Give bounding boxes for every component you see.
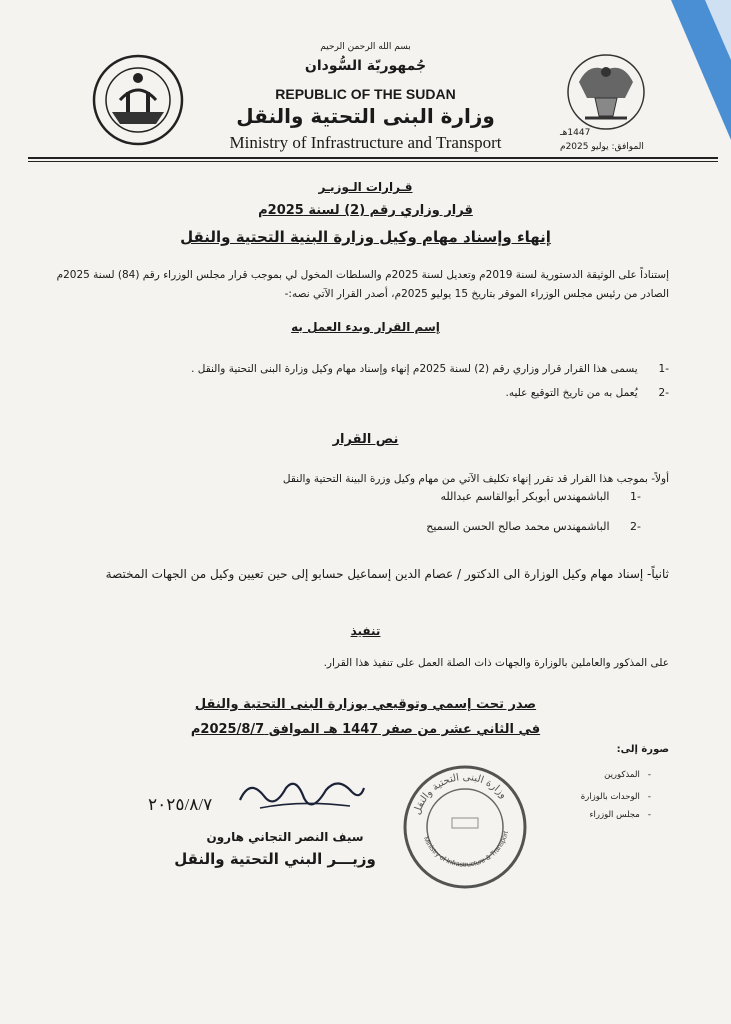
svg-text:وزارة البنى التحتية والنقل: وزارة البنى التحتية والنقل xyxy=(411,771,509,817)
article-text: يسمى هذا القرار قرار وزاري رقم (2) لسنة 2025م إنهاء وإسناد مهام وكيل وزارة البنى التحتية والنقل . xyxy=(191,363,638,375)
svg-text:Ministry of Infrastructure & T: Ministry of Infrastructure & Transport xyxy=(421,830,511,869)
preamble: إستناداً على الوثيقة الدستورية لسنة 2019م وتعديل لسنة 2025م والسلطات المخول لي بموجب قرار مجلس الوزراء رقم (84) لسنة 2025م الصادر من رئيس مجلس الوزراء الموقر بتاريخ 15 يوليو 2025م، أصدر القرار الآتي نصه:- xyxy=(56,269,669,300)
ministry-arabic: وزارة البنى التحتية والنقل xyxy=(236,104,495,128)
dismissed-name: الباشمهندس أبوبكر أبوالقاسم عبدالله xyxy=(440,490,610,503)
copy-to-label: المذكورين xyxy=(604,770,640,780)
execution-text: على المذكور والعاملين بالوزارة والجهات ذات الصلة العمل على تنفيذ هذا القرار. xyxy=(323,657,669,669)
handwritten-date: ٢٠٢٥/٨/٧ xyxy=(148,795,213,814)
clause-first: أولاً- بموجب هذا القرار قد تقرر إنهاء تكليف الآتي من مهام وكيل وزرة البينة التحتية والنقل xyxy=(282,473,669,485)
hijri-date: 1447هـ xyxy=(560,128,591,138)
copy-to-label: الوحدات بالوزارة xyxy=(580,792,640,802)
copy-to-item: - المذكورين xyxy=(604,770,651,780)
copy-to-item: - مجلس الوزراء xyxy=(589,810,651,820)
dismissed-number: -2 xyxy=(630,520,641,533)
execution-heading: تنفيذ xyxy=(350,624,381,638)
republic-english: REPUBLIC OF THE SUDAN xyxy=(275,86,456,102)
article-item xyxy=(49,360,669,379)
section-text-heading: نص القرار xyxy=(332,432,399,447)
section-name-heading: إسم القرار وبدء العمل به xyxy=(291,320,440,334)
ministry-logo-icon xyxy=(90,52,186,148)
bismillah: بسم الله الرحمن الرحيم xyxy=(320,42,411,52)
article-number: -2 xyxy=(658,387,669,399)
minister-name: سيف النصر التجاني هارون xyxy=(206,830,364,844)
article-number: -1 xyxy=(658,363,669,375)
minister-title: وزيـــر البني التحتية والنقل xyxy=(174,850,376,868)
header-rule-thin xyxy=(28,161,718,162)
official-stamp-icon xyxy=(400,762,530,892)
dismissed-name: الباشمهندس محمد صالح الحسن السميح xyxy=(426,520,610,533)
clause-second: ثانياً- إسناد مهام وكيل الوزارة الى الدكتور / عصام الدين إسماعيل حسابو إلى حين تعيين وكيل من الجهات المختصة xyxy=(105,567,669,581)
decisions-heading: قـرارات الـوزيـر xyxy=(318,180,413,194)
decree-subject: إنهاء وإسناد مهام وكيل وزارة البنية التحتية والنقل xyxy=(180,228,551,246)
ministry-english: Ministry of Infrastructure and Transport xyxy=(229,133,502,152)
issued-line: صدر تحت إسمي وتوقيعي بوزارة البنى التحتية والنقل xyxy=(194,697,537,712)
republic-arabic: جُمهوريّة السُّودان xyxy=(304,58,427,74)
signature-icon xyxy=(230,770,370,820)
header-rule xyxy=(28,157,718,159)
dismissed-item xyxy=(81,490,641,503)
dismissed-number: -1 xyxy=(630,490,641,503)
article-item xyxy=(49,384,669,403)
dismissed-item xyxy=(81,520,641,533)
copy-to-item: - الوحدات بالوزارة xyxy=(580,792,651,802)
copy-to-label: مجلس الوزراء xyxy=(589,810,640,820)
sudan-emblem-icon xyxy=(565,52,647,132)
copy-to-title: صورة إلى: xyxy=(616,744,669,755)
decree-number: قرار وزاري رقم (2) لسنة 2025م xyxy=(258,203,473,218)
gregorian-date: الموافق: يوليو 2025م xyxy=(560,142,644,152)
issued-date: في الثاني عشر من صفر 1447 هـ الموافق 2025/8/7م xyxy=(190,722,541,737)
article-text: يُعمل به من تاريخ التوقيع عليه. xyxy=(505,387,638,399)
